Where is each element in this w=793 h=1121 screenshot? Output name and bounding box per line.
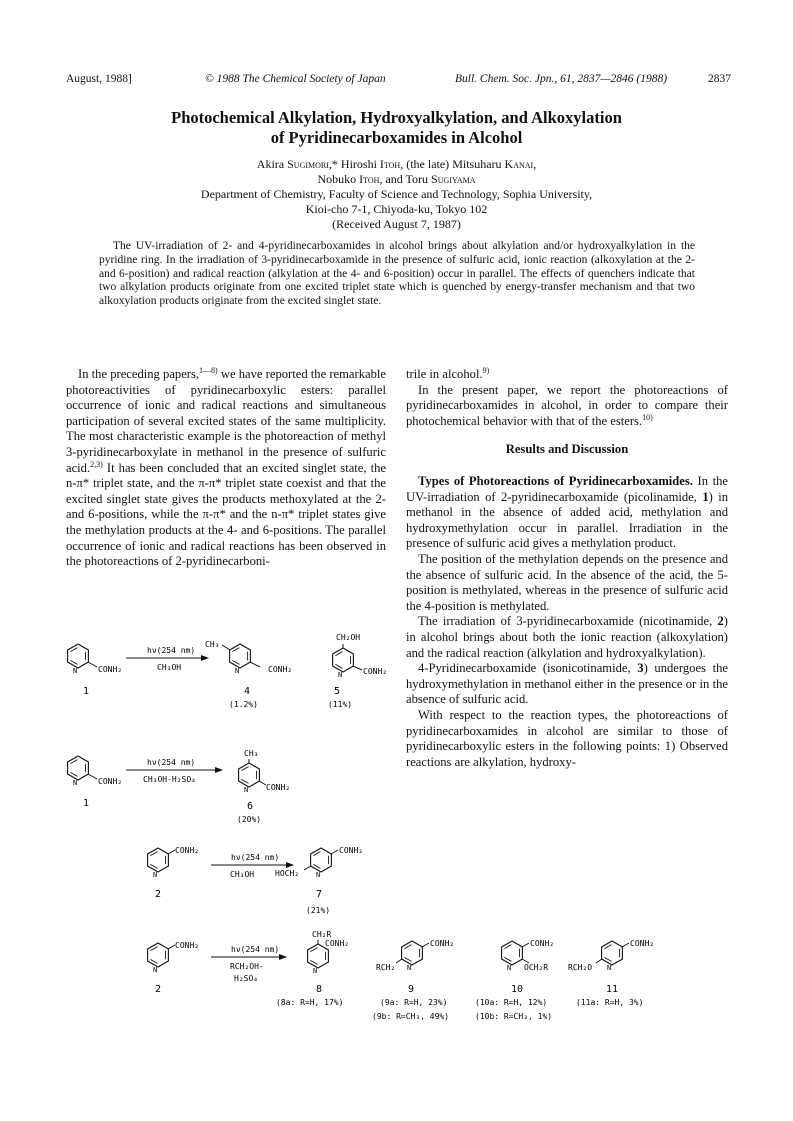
pyridine-ring-2 bbox=[148, 848, 169, 872]
pyridine-ring-5 bbox=[333, 648, 354, 672]
compound-label: 1 bbox=[83, 686, 90, 697]
ring-N: N bbox=[153, 871, 158, 879]
reference-superscript: 9) bbox=[482, 365, 490, 375]
text-run: In the UV-irradiation of 2-pyridinecarboxamide (picolinamide, bbox=[406, 474, 728, 504]
substituent: RCH₂O bbox=[568, 963, 593, 972]
text-run: In the present paper, we report the photoreactions of pyridinecarboxamides in alcohol, in order to compare their photochemical behavior with that of the esters. bbox=[406, 382, 728, 428]
scheme-1 bbox=[68, 633, 387, 709]
scheme-3 bbox=[148, 846, 363, 915]
bond bbox=[396, 959, 402, 963]
text-run: It has been concluded that an excited singlet state, the n-π* triplet state, and the π-π* triplet state coexist and that the excited singlet state gives the products methoxylated at the 2- and 6-positions, while the π-π* and the n-π* triplet states give the methylation products at the 4- and 6-positions. The parallel occurrence of ionic and radical reactions has been observed in the photoreactions of 2-pyridinecarboni- bbox=[66, 460, 386, 569]
reagent-bottom: CH₃OH bbox=[230, 870, 255, 879]
substituent: CONH₂ bbox=[325, 939, 350, 948]
continued-paragraph bbox=[406, 367, 728, 383]
author-given: Mitsuharu bbox=[452, 157, 505, 171]
bond bbox=[304, 866, 311, 870]
reaction-schemes bbox=[0, 600, 793, 1040]
running-header-journal: Bull. Chem. Soc. Jpn., 61, 2837—2846 (1988) bbox=[455, 73, 668, 85]
compound-label: 1 bbox=[83, 798, 90, 809]
results-paragraph-5: With respect to the reaction types, the photoreactions of pyridinecarboxamides in alcohol are similar to those of pyridinecarboxylic esters in the following points: 1) Observed reactions are alkylation, hydroxy- bbox=[406, 707, 728, 769]
author-sep: , (the late) bbox=[400, 157, 453, 171]
text-run: The irradiation of 3-pyridinecarboxamide (nicotinamide, bbox=[418, 614, 718, 629]
bond bbox=[168, 945, 175, 949]
running-header-date: August, 1988] bbox=[66, 73, 132, 85]
bond bbox=[168, 850, 175, 854]
author-given: Toru bbox=[405, 172, 432, 186]
compound-label: 4 bbox=[244, 686, 251, 697]
yield: (8a: R=H, 17%) bbox=[276, 998, 344, 1007]
intro-paragraph bbox=[66, 367, 386, 570]
pyridine-ring-11 bbox=[602, 941, 623, 965]
author-surname: anai bbox=[513, 157, 534, 171]
pyridine-ring-1 bbox=[68, 644, 89, 668]
compound-label: 2 bbox=[155, 984, 162, 995]
ring-N: N bbox=[507, 964, 512, 972]
compound-label: 7 bbox=[316, 889, 323, 900]
ring-N: N bbox=[73, 779, 78, 787]
yield: (9a: R=H, 23%) bbox=[380, 998, 448, 1007]
running-header-copyright: © 1988 The Chemical Society of Japan bbox=[205, 73, 386, 85]
text-run: ) in alcohol brings about both the ionic reaction (alkoxylation) and the radical reaction (alkylation and hydroxyalkylation). bbox=[406, 614, 728, 660]
author-surname: S bbox=[431, 172, 438, 186]
reagent-top: hν(254 nm) bbox=[231, 945, 280, 954]
substituent: OCH₂R bbox=[524, 963, 549, 972]
compound-label: 11 bbox=[606, 984, 619, 995]
substituent: CONH₂ bbox=[630, 939, 655, 948]
results-paragraph-1 bbox=[406, 474, 728, 552]
ring-N: N bbox=[607, 964, 612, 972]
compound-number: 3 bbox=[637, 661, 644, 676]
author-line-1 bbox=[60, 157, 733, 172]
yield: (11a: R=H, 3%) bbox=[576, 998, 644, 1007]
right-column-top bbox=[406, 367, 728, 470]
ring-N: N bbox=[235, 667, 240, 675]
substituent: CH₂R bbox=[312, 930, 332, 939]
substituent: CONH₂ bbox=[268, 665, 293, 674]
reference-superscript: 1—8) bbox=[199, 365, 218, 375]
scheme-4 bbox=[148, 930, 654, 1021]
substituent: CONH₂ bbox=[266, 783, 291, 792]
yield: (1.2%) bbox=[229, 700, 258, 709]
ring-N: N bbox=[338, 671, 343, 679]
yield: (11%) bbox=[328, 700, 353, 709]
author-sep: ,* bbox=[328, 157, 341, 171]
bond bbox=[596, 959, 602, 963]
author-line-2 bbox=[60, 172, 733, 187]
compound-label: 10 bbox=[511, 984, 524, 995]
text-run: we have reported the remarkable photoreactivities of pyridinecarboxylic esters: parallel occurrence of ionic and radical reactions and simultaneous participation of several excited states of the same multiplicity. The most characteristic example is the photoreaction of methyl 3-pyridinecarboxylate in methanol in the presence of sulfuric acid. bbox=[66, 367, 386, 475]
yield: (21%) bbox=[306, 906, 331, 915]
section-heading: Results and Discussion bbox=[505, 442, 629, 457]
author-sep: , and bbox=[379, 172, 406, 186]
substituent: CH₂OH bbox=[336, 633, 361, 642]
affiliation-line-1: Department of Chemistry, Faculty of Science and Technology, Sophia University, bbox=[200, 187, 593, 201]
pyridine-ring-4 bbox=[230, 644, 251, 668]
compound-label: 5 bbox=[334, 686, 341, 697]
bond bbox=[88, 774, 97, 779]
author-surname: toh bbox=[363, 172, 380, 186]
author-block bbox=[60, 157, 733, 232]
yield: (10a: R=H, 12%) bbox=[475, 998, 548, 1007]
substituent: CONH₂ bbox=[530, 939, 555, 948]
author-surname: K bbox=[504, 157, 514, 171]
ring-N: N bbox=[316, 871, 321, 879]
bond bbox=[422, 943, 429, 947]
text-run: In the preceding papers, bbox=[78, 367, 200, 381]
pyridine-ring-2 bbox=[148, 943, 169, 967]
substituent: CONH₂ bbox=[430, 939, 455, 948]
abstract: The UV-irradiation of 2- and 4-pyridinecarboxamides in alcohol brings about alkylation and/or hydroxyalkylation in the pyridine ring. In the irradiation of 3-pyridinecarboxamide in the presence of sulfuric acid, ionic reaction (alkoxylation at the 2- and 6-position) and radical reaction (alkylation at the 4- and 6-position) occur in parallel. The effects of quenchers indicate that two alkylation products originate from one excited triplet state which is quenched by energy-transfer mechanism and that two alkoxylation products originate from the excited singlet state. bbox=[99, 240, 695, 308]
reagent-top: hν(254 nm) bbox=[147, 646, 196, 655]
title-line-1: Photochemical Alkylation, Hydroxyalkylation, and Alkoxylation bbox=[171, 108, 622, 127]
scheme-2 bbox=[68, 749, 290, 824]
ring-N: N bbox=[313, 967, 318, 975]
subsection-heading: Types of Photoreactions of Pyridinecarboxamides. bbox=[418, 474, 693, 488]
author-surname: toh bbox=[383, 157, 401, 171]
ring-N: N bbox=[73, 667, 78, 675]
reagent-top: hν(254 nm) bbox=[147, 758, 196, 767]
compound-number: 2 bbox=[717, 614, 724, 629]
pyridine-ring-10 bbox=[502, 941, 523, 965]
pyridine-ring-6 bbox=[239, 763, 260, 787]
pyridine-ring-7 bbox=[311, 848, 332, 872]
text-run: ) undergoes the hydroxymethylation in methanol either in the presence or in the absence of sulfuric acid. bbox=[406, 661, 728, 707]
bond bbox=[88, 662, 97, 667]
text-run: 4-Pyridinecarboxamide (isonicotinamide, bbox=[418, 661, 638, 676]
yield: (9b: R=CH₃, 49%) bbox=[372, 1012, 450, 1021]
substituent: CONH₂ bbox=[175, 846, 200, 855]
reagent-bottom: CH₃OH bbox=[157, 663, 182, 672]
yield: (10b: R=CH₃, 1%) bbox=[475, 1012, 553, 1021]
reference-superscript: 2,3) bbox=[90, 459, 103, 469]
pyridine-ring-9 bbox=[402, 941, 423, 965]
bond bbox=[522, 943, 529, 947]
title-line-2: of Pyridinecarboxamides in Alcohol bbox=[270, 128, 523, 147]
author-surname: I bbox=[359, 172, 364, 186]
substituent: CONH₂ bbox=[98, 665, 123, 674]
page-number: 2837 bbox=[708, 73, 731, 85]
substituent: CONH₂ bbox=[339, 846, 364, 855]
paper-title bbox=[60, 108, 733, 148]
purpose-paragraph bbox=[406, 383, 728, 430]
substituent: CONH₂ bbox=[98, 777, 123, 786]
yield: (20%) bbox=[237, 815, 262, 824]
text-run: trile in alcohol. bbox=[406, 367, 483, 381]
author-surname: I bbox=[379, 157, 384, 171]
compound-number: 1 bbox=[702, 489, 709, 504]
bond bbox=[250, 662, 260, 667]
author-given: Nobuko bbox=[317, 172, 360, 186]
reagent-bottom: CH₃OH-H₂SO₄ bbox=[143, 775, 196, 784]
compound-label: 8 bbox=[316, 984, 323, 995]
author-given: Akira bbox=[256, 157, 288, 171]
ring-N: N bbox=[407, 964, 412, 972]
reference-superscript: 10) bbox=[642, 412, 653, 422]
substituent: CONH₂ bbox=[175, 941, 200, 950]
bond bbox=[331, 850, 338, 854]
received-date: (Received August 7, 1987) bbox=[332, 217, 461, 231]
substituent: CH₃ bbox=[244, 749, 259, 758]
text-run: ) in methanol in the absence of added acid, methylation and hydroxymethylation occur in parallel. Irradiation in the presence of sulfuric acid gives a methylation product. bbox=[406, 489, 728, 551]
author-surname: S bbox=[287, 157, 294, 171]
left-column bbox=[66, 367, 386, 570]
bond bbox=[222, 645, 230, 650]
substituent: CH₃ bbox=[205, 640, 220, 649]
author-given: Hiroshi bbox=[340, 157, 380, 171]
reagent-top: hν(254 nm) bbox=[231, 853, 280, 862]
substituent: RCH₂ bbox=[376, 963, 396, 972]
compound-label: 9 bbox=[408, 984, 415, 995]
bond bbox=[622, 943, 629, 947]
author-surname: ugiyama bbox=[437, 172, 476, 186]
substituent: HOCH₂ bbox=[275, 869, 300, 878]
reagent-bottom: H₂SO₄ bbox=[234, 974, 259, 983]
ring-N: N bbox=[153, 966, 158, 974]
author-surname: ugimori bbox=[293, 157, 329, 171]
reagent-mid: RCH₂OH- bbox=[230, 962, 264, 971]
ring-N: N bbox=[244, 786, 249, 794]
affiliation-line-2: Kioi-cho 7-1, Chiyoda-ku, Tokyo 102 bbox=[305, 202, 488, 216]
pyridine-ring-1 bbox=[68, 756, 89, 780]
compound-label: 2 bbox=[155, 889, 162, 900]
bond bbox=[353, 666, 362, 670]
results-paragraph-2: The position of the methylation depends on the presence and the absence of sulfuric acid. In the absence of the acid, the 5-position is methylated, whereas in the presence of sulfuric acid the 4-position is methylated. bbox=[406, 551, 728, 613]
bond bbox=[259, 781, 266, 785]
author-sep: , bbox=[533, 157, 537, 171]
compound-label: 6 bbox=[247, 801, 254, 812]
substituent: CONH₂ bbox=[363, 667, 388, 676]
